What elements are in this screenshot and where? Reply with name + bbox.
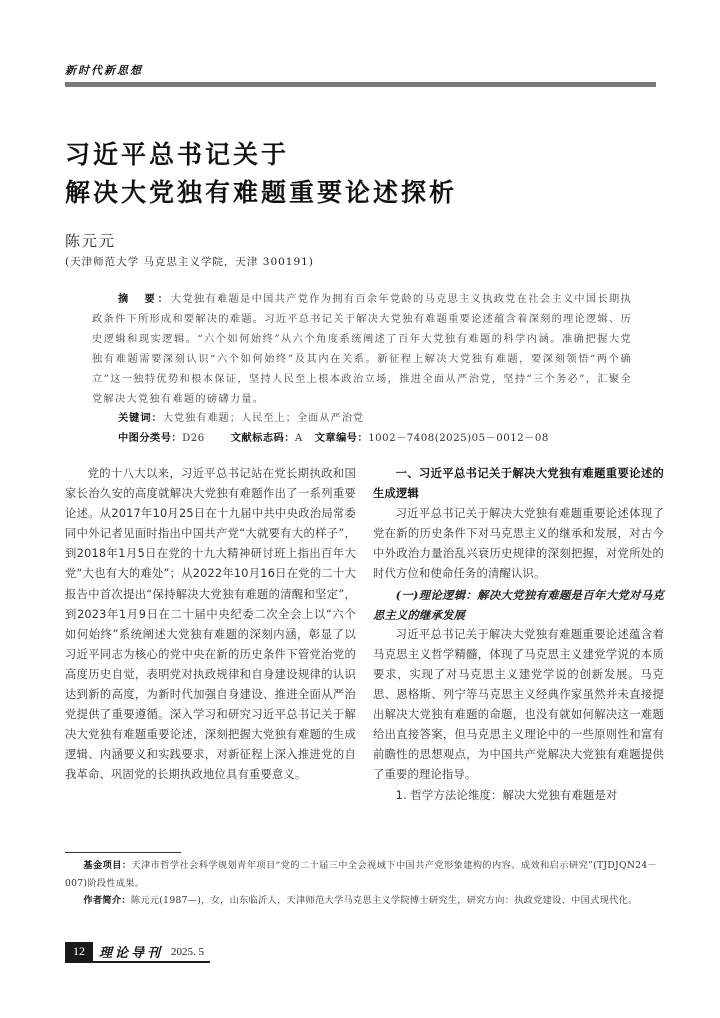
abstract-label: 摘 要：	[118, 294, 171, 305]
body-paragraph: 习近平总书记关于解决大党独有难题重要论述蕴含着马克思主义哲学精髓，体现了马克思主义建党学说的本质要求，实现了对马克思主义建党学说的创新发展。马克思、恩格斯、列宁等马克思主义经典作家虽然并未直接提出解决大党独有难题的命题，也没有就如何解决这一难题给出直接答案，但马克思主义理论中的一些原则性和富有前瞻性的思想观点，为中国共产党解决大党独有难题提供了重要的理论指导。	[373, 627, 664, 782]
footnotes	[65, 857, 657, 910]
subsection-heading-1: (一)理论逻辑：解决大党独有难题是百年大党对马克思主义的继承发展	[373, 587, 664, 622]
journal-issue: 2025. 5	[171, 945, 205, 958]
footnote-fund	[65, 857, 657, 892]
body-column-left	[65, 464, 356, 786]
keywords	[118, 409, 364, 424]
body-paragraph: 习近平总书记关于解决大党独有难题重要论述体现了党在新的历史条件下对马克思主义的继承和发展，对古今中外政治力量治乱兴衰历史规律的深刻把握，对党所处的时代方位和使命任务的清醒认识。	[373, 507, 664, 581]
doc-code-value: A	[294, 433, 303, 444]
body-column-right	[373, 464, 664, 806]
footer-rule	[65, 961, 210, 963]
journal-name: 理论导刊	[99, 946, 164, 961]
article-no-value: 1002－7408(2025)05－0012－08	[368, 433, 549, 444]
article-title	[65, 136, 457, 212]
body-paragraph: 党的十八大以来，习近平总书记站在党长期执政和国家长治久安的高度就解决大党独有难题作出了一系列重要论述。从2017年10月25日在十九届中共中央政治局常委同中外记者见面时指出中国共产党“大就要有大的样子”，到2018年1月5日在党的十九大精神研讨班上指出百年大党“大也有大的难处”；从2022年10月16日在党的二十大报告中首次提出“保持解决大党独有难题的清醒和坚定”，到2023年1月9日在二十届中央纪委二次全会上以“六个如何始终”系统阐述大党独有难题的深刻内涵，彰显了以习近平同志为核心的党中央在新的历史条件下管党治党的高度历史自觉，表明党对执政规律和自身建设规律的认识达到新的高度，为新时代加强自身建设、推进全面从严治党提供了重要遵循。深入学习和研究习近平总书记关于解决大党独有难题重要论述，深刻把握大党独有难题的生成逻辑、内涵要义和实践要求，对新征程上深入推进党的自我革命、巩固党的长期执政地位具有重要意义。	[65, 467, 356, 782]
keywords-label: 关键词：	[118, 413, 163, 424]
page-number: 12	[65, 942, 93, 961]
title-line-1: 习近平总书记关于	[65, 140, 290, 169]
fund-text: 天津市哲学社会科学规划青年项目“党的二十届三中全会视域下中国共产党形象建构的内容、成效和启示研究”(TJDJQN24－007)阶段性成果。	[65, 860, 657, 889]
fund-label: 基金项目：	[83, 860, 132, 871]
article-no-label: 文章编号：	[314, 433, 369, 444]
footnote-bio	[65, 892, 657, 910]
keywords-text: 大党独有难题；人民至上；全面从严治党	[162, 413, 365, 424]
bio-text: 陈元元(1987—)，女，山东临沂人，天津师范大学马克思主义学院博士研究生，研究方向：执政党建设、中国式现代化。	[130, 895, 638, 906]
bio-label: 作者简介：	[83, 895, 131, 906]
classification-line	[118, 429, 549, 444]
page-footer	[65, 942, 204, 961]
clc-label: 中图分类号：	[118, 433, 183, 444]
title-line-2: 解决大党独有难题重要论述探析	[65, 178, 458, 207]
body-paragraph: 1. 哲学方法论维度：解决大党独有难题是对	[395, 788, 618, 802]
running-head: 新时代新思想	[65, 64, 143, 77]
header-rule	[65, 82, 656, 87]
abstract	[92, 290, 632, 410]
doc-code-label: 文献标志码：	[230, 433, 295, 444]
footnote-rule	[65, 852, 181, 853]
abstract-text: 大党独有难题是中国共产党作为拥有百余年党龄的马克思主义执政党在社会主义中国长期执政条件下所形成和要解决的难题。习近平总书记关于解决大党独有难题重要论述蕴含着深刻的理论逻辑、历史逻辑和现实逻辑。“六个如何始终”从六个角度系统阐述了百年大党独有难题的科学内涵。准确把握大党独有难题需要深刻认识“六个如何始终”及其内在关系。新征程上解决大党独有难题，要深刻领悟“两个确立”这一独特优势和根本保证，坚持人民至上根本政治立场，推进全面从严治党，坚持“三个务必”，汇聚全党解决大党独有难题的磅礴力量。	[92, 294, 633, 405]
section-heading-1: 一、习近平总书记关于解决大党独有难题重要论述的生成逻辑	[373, 467, 664, 501]
clc-value: D26	[182, 433, 205, 444]
author-affiliation: (天津师范大学 马克思主义学院，天津 300191)	[65, 256, 314, 268]
author-name: 陈元元	[65, 232, 117, 250]
